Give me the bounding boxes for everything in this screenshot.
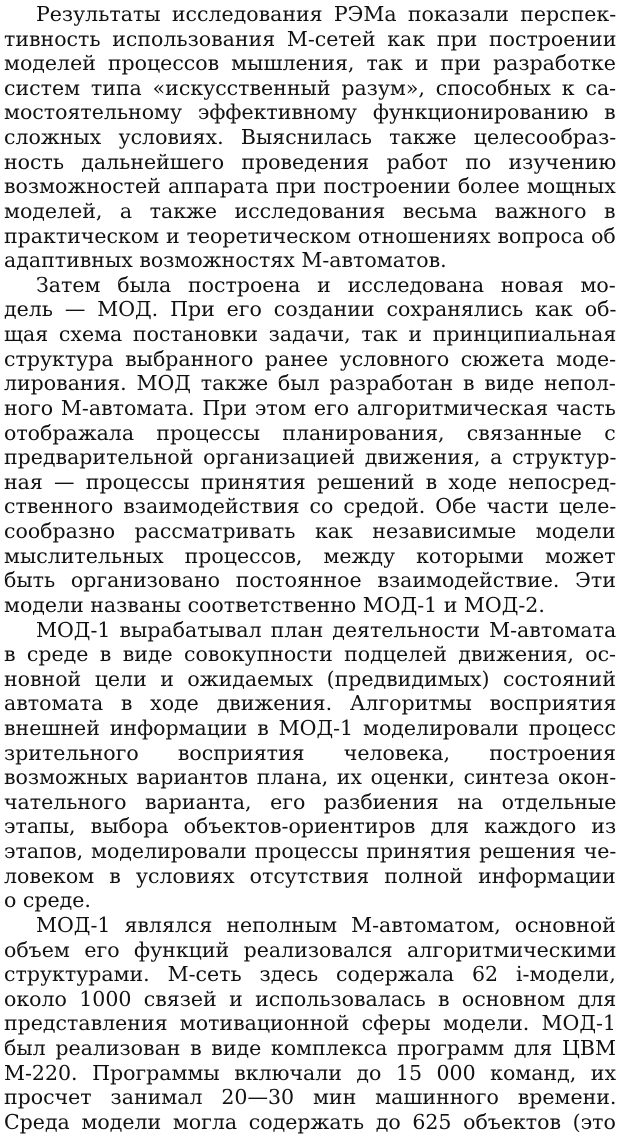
text-line: ная — процессы принятия решений в ходе непосред- <box>4 469 617 494</box>
text-line: зрительного восприятия человека, построения <box>4 740 616 765</box>
text-line: мостоятельному эффективному функционированию в <box>4 100 616 125</box>
text-line: Затем была построена и исследована новая мо- <box>36 272 616 297</box>
text-line: около 1000 связей и использовалась в основном для <box>4 986 617 1011</box>
text-line: МОД-1 являлся неполным М-автоматом, основной <box>36 912 616 937</box>
text-line: представления мотивационной сферы модели. МОД-1 <box>4 1011 616 1036</box>
text-line: систем типа «искусственный разум», способных к са- <box>4 75 617 100</box>
text-line: сообразно рассматривать как независимые модели <box>4 519 616 544</box>
text-line: возможных вариантов плана, их оценки, синтеза окон- <box>4 765 617 790</box>
text-line: структурами. М-сеть здесь содержала 62 i-модели, <box>4 962 616 987</box>
text-line: в среде в виде совокупности подцелей движения, ос- <box>4 642 616 667</box>
text-line: дель — МОД. При его создании сохранялись как об- <box>4 297 617 322</box>
text-line: Результаты исследования РЭМа показали перспек- <box>36 2 617 26</box>
text-line: этапы, выбора объектов-ориентиров для каждого из <box>4 814 617 839</box>
text-line: сложных условиях. Выяснилась также целесообраз- <box>4 125 617 150</box>
text-line: о среде. <box>4 888 91 913</box>
text-line: чательного варианта, его разбиения на отдельные <box>4 789 617 814</box>
text-line: ственного взаимодействия со средой. Обе части целе- <box>4 494 617 519</box>
text-line: ного М-автомата. При этом его алгоритмическая часть <box>4 395 616 420</box>
text-line: практическом и теоретическом отношениях вопроса об <box>4 223 616 248</box>
text-line: М-220. Программы включали до 15 000 команд, их <box>4 1060 617 1085</box>
text-line: ность дальнейшего проведения работ по изучению <box>4 149 617 174</box>
text-line: быть организовано постоянное взаимодействие. Эти <box>4 568 616 593</box>
text-line: ловеком в условиях отсутствия полной информации <box>4 863 616 888</box>
text-line: тивность использования М-сетей как при построении <box>4 26 617 51</box>
text-line: моделей, а также исследования весьма важного в <box>4 198 616 223</box>
text-line: объем его функций реализовался алгоритмическими <box>4 937 617 962</box>
text-line: отображала процессы планирования, связанные с <box>4 420 616 445</box>
text-line: моделей процессов мышления, так и при разработке <box>4 51 616 76</box>
text-line: этапов, моделировали процессы принятия решения че- <box>4 839 617 864</box>
text-line: модели названы соответственно МОД-1 и МОД-2. <box>4 592 545 617</box>
text-line: был реализован в виде комплекса программ для ЦВМ <box>4 1036 616 1061</box>
text-line: внешней информации в МОД-1 моделировали процесс <box>4 715 616 740</box>
text-line: лирования. МОД также был разработан в виде непол- <box>4 371 616 396</box>
text-line: мыслительных процессов, между которыми может <box>4 543 616 568</box>
text-line: автомата в ходе движения. Алгоритмы восприятия <box>4 691 617 716</box>
text-line: новной цели и ожидаемых (предвидимых) состояний <box>4 666 616 691</box>
text-line: щая схема постановки задачи, так и принципиальная <box>4 322 617 347</box>
text-line: Среда модели могла содержать до 625 объектов (это <box>4 1109 616 1134</box>
text-line: адаптивных возможностях М-автоматов. <box>4 248 447 273</box>
text-line: возможностей аппарата при построении более мощных <box>4 174 616 199</box>
text-line: предварительной организацией движения, а структур- <box>4 445 617 470</box>
text-line: просчет занимал 20—30 мин машинного времени. <box>4 1085 617 1110</box>
text-line: структура выбранного ранее условного сюжета моде- <box>4 346 617 371</box>
text-line: МОД-1 вырабатывал план деятельности М-автомата <box>36 617 617 642</box>
